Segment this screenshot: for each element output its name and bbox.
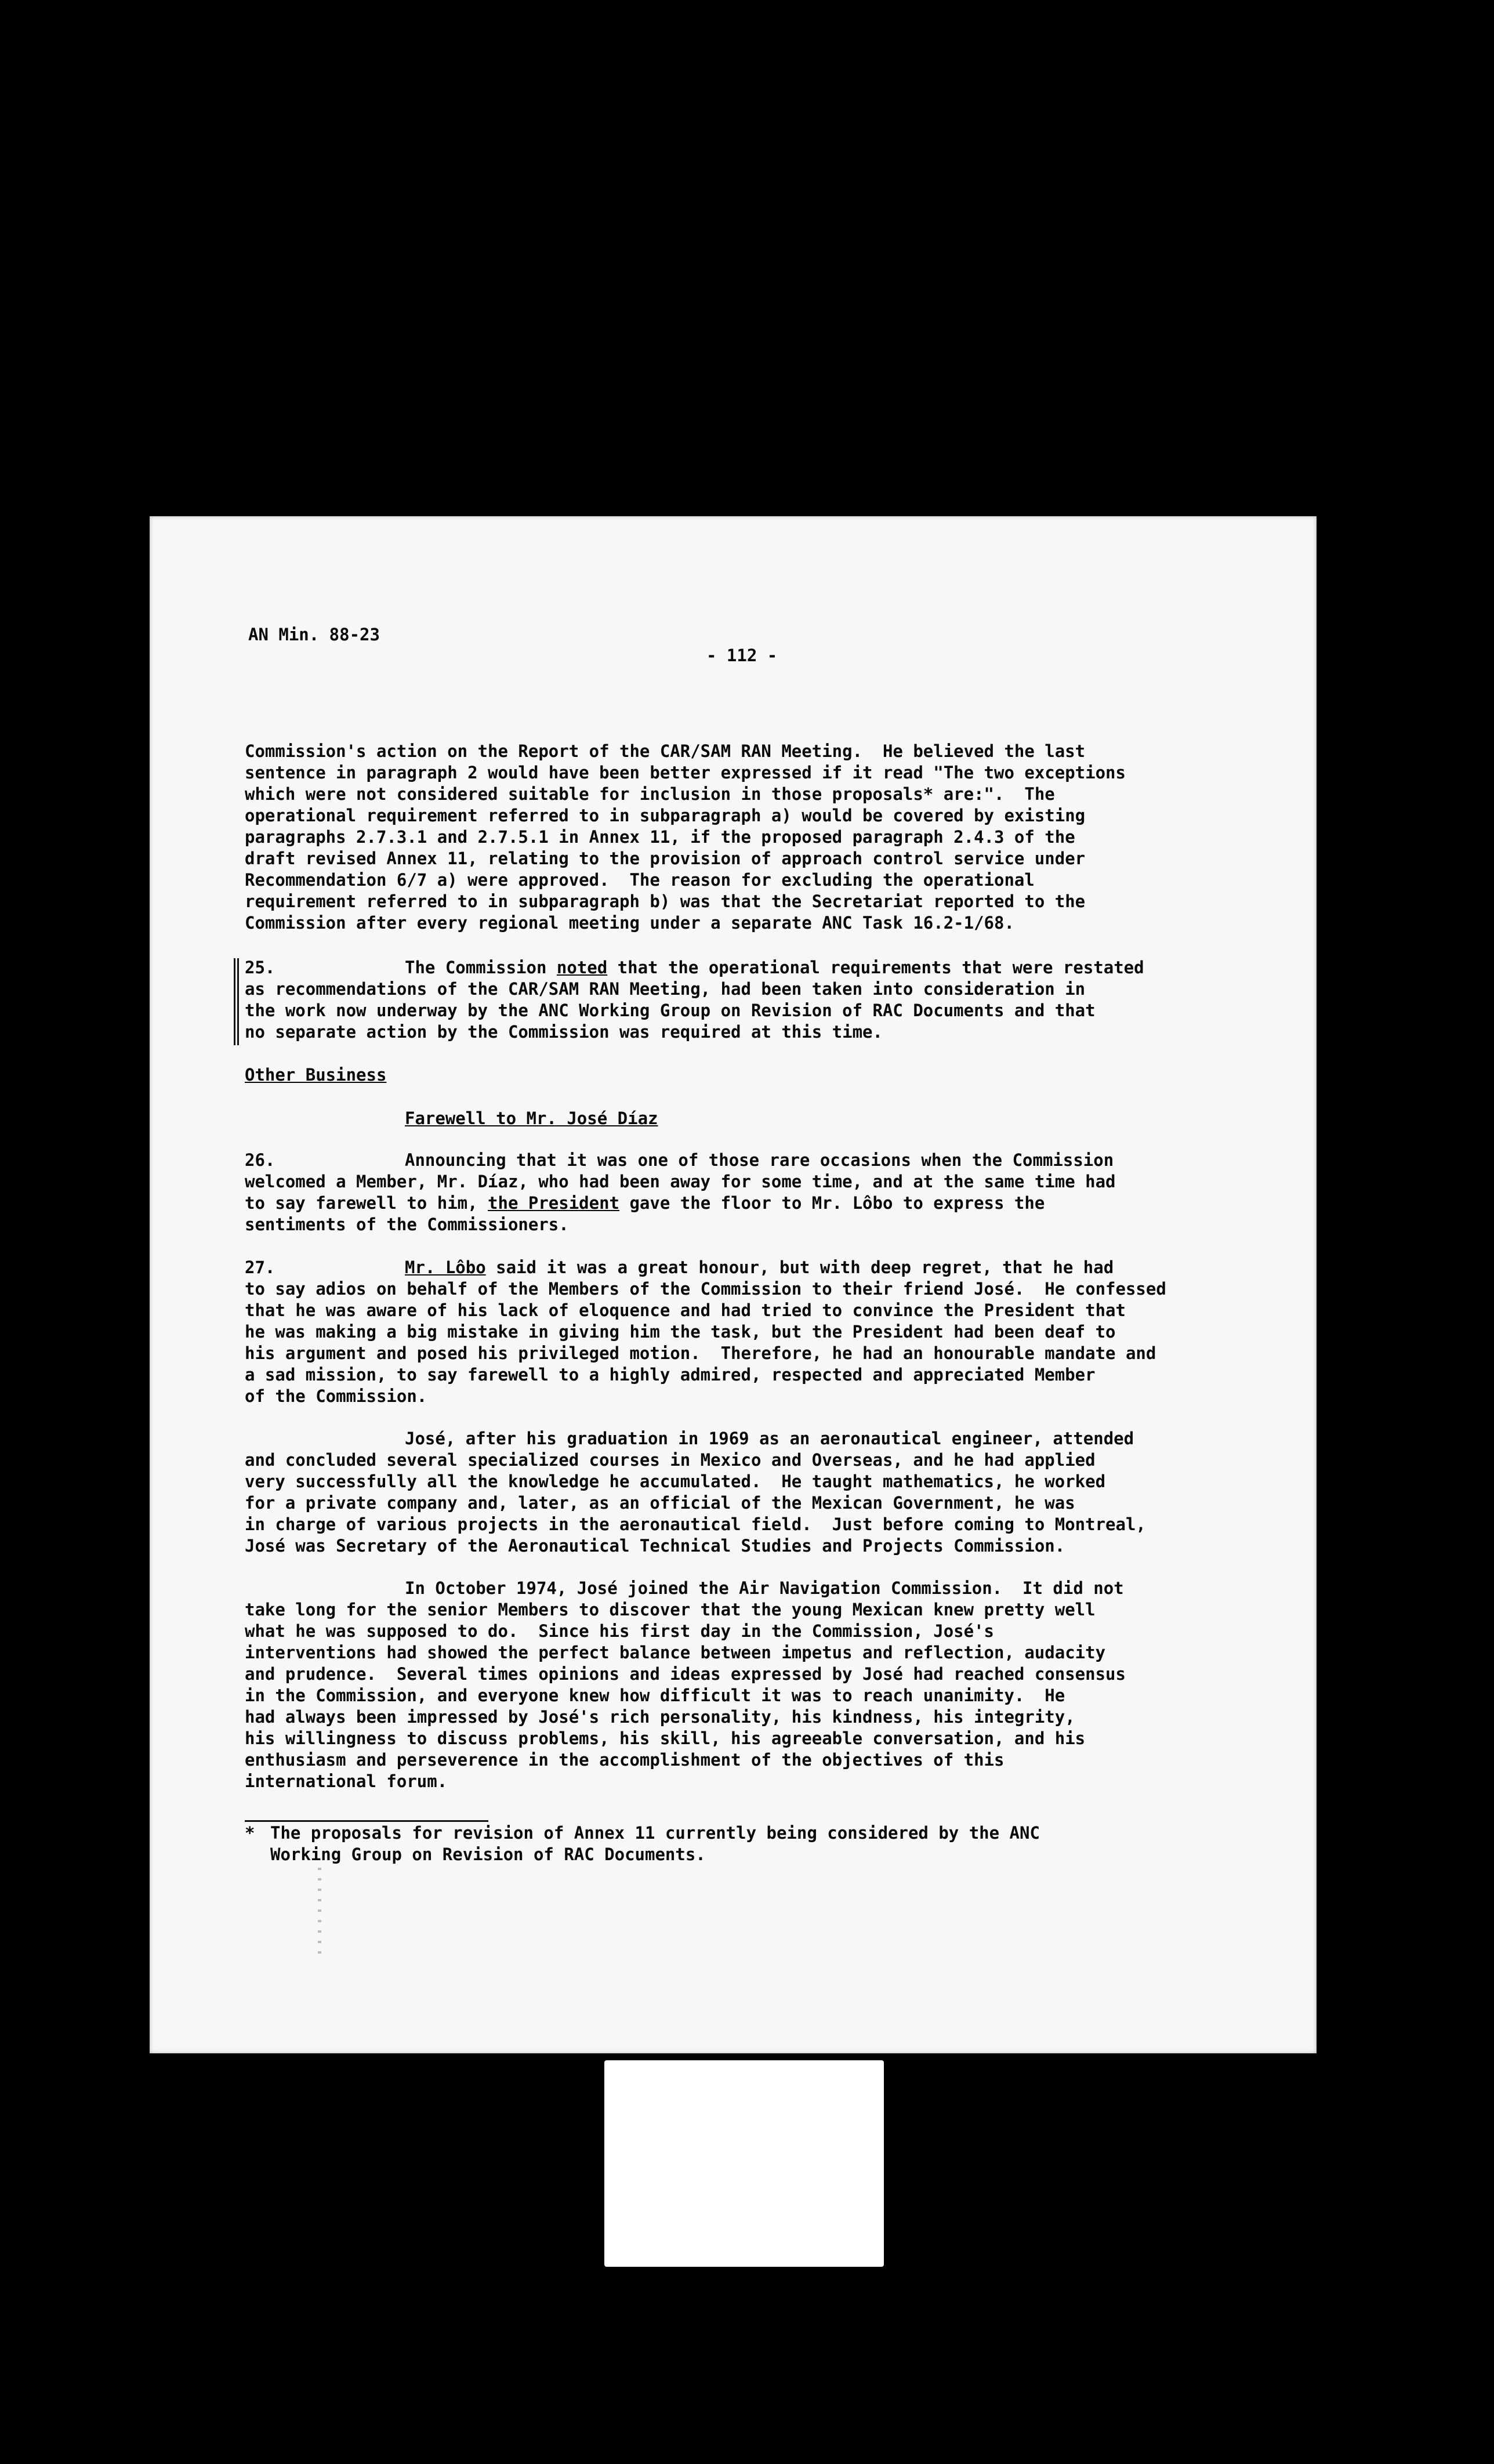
text-line: a sad mission, to say farewell to a highly admired, respected and appreciated Member [245,1365,1096,1385]
text-line: international forum. [245,1771,448,1791]
paragraph-26 [245,1150,1265,1235]
revision-bar [237,958,239,1045]
intro-paragraph [245,741,1265,934]
document-reference: AN Min. 88-23 [248,625,380,644]
president-emphasis: the President [488,1193,620,1213]
speaker-name: Mr. Lôbo [405,1258,486,1277]
text-line: requirement referred to in subparagraph b) was that the Secretariat reported to the [245,892,1086,911]
text-line: as recommendations of the CAR/SAM RAN Meeting, had been taken into consideration in [245,979,1086,999]
text-line: Working Group on Revision of RAC Documents. [270,1845,706,1864]
text-line: no separate action by the Commission was required at this time. [245,1022,883,1042]
footnote [245,1822,1265,1865]
text-line: in the Commission, and everyone knew how difficult it was to reach unanimity. He [245,1686,1065,1705]
text-line: that he was aware of his lack of eloquence and had tried to convince the President that [245,1300,1126,1320]
text-line: to say adios on behalf of the Members of the Commission to their friend José. He confessed [245,1279,1166,1299]
subsection-heading: Farewell to Mr. José Díaz [405,1108,658,1128]
text-line: to say farewell to him, the President gave the floor to Mr. Lôbo to express the [245,1193,1045,1213]
text-line: take long for the senior Members to discover that the young Mexican knew pretty well [245,1600,1096,1619]
text-line: 25. The Commission noted that the operational requirements that were restated [245,958,1144,977]
text-line: Recommendation 6/7 a) were approved. The reason for excluding the operational [245,870,1035,890]
paragraph-number: 25. [245,958,275,977]
text-line: interventions had showed the perfect balance between impetus and reflection, audacity [245,1643,1106,1662]
document-page [150,516,1317,2053]
paragraph-25 [245,957,1265,1043]
section-heading: Other Business [245,1065,387,1085]
text-line: 27. Mr. Lôbo said it was a great honour, but with deep regret, that he had [245,1258,1114,1277]
revision-bar [234,958,235,1045]
text-line: 26. Announcing that it was one of those rare occasions when the Commission [245,1150,1114,1170]
paragraph-jose-biography [245,1428,1265,1557]
text-line: very successfully all the knowledge he accumulated. He taught mathematics, he worked [245,1472,1106,1491]
text-line: sentiments of the Commissioners. [245,1215,569,1234]
page-number: - 112 - [706,646,778,665]
text-line: his argument and posed his privileged motion. Therefore, he had an honourable mandate and [245,1343,1156,1363]
scan-artifact [318,1868,321,1961]
text-line: Commission after every regional meeting under a separate ANC Task 16.2-1/68. [245,913,1014,933]
text-line: and concluded several specialized courses in Mexico and Overseas, and he had applied [245,1450,1096,1470]
text-line: draft revised Annex 11, relating to the provision of approach control service under [245,849,1086,868]
text-line: welcomed a Member, Mr. Díaz, who had been away for some time, and at the same time had [245,1172,1116,1191]
paragraph-number: 27. [245,1258,275,1277]
text-line: what he was supposed to do. Since his first day in the Commission, José's [245,1621,995,1641]
text-line: the work now underway by the ANC Working Group on Revision of RAC Documents and that [245,1001,1096,1020]
text-line: paragraphs 2.7.3.1 and 2.7.5.1 in Annex 11, if the proposed paragraph 2.4.3 of the [245,827,1075,847]
paragraph-27 [245,1257,1265,1407]
text-line: In October 1974, José joined the Air Navigation Commission. It did not [405,1578,1124,1598]
text-line: enthusiasm and perseverence in the accomplishment of the objectives of this [245,1750,1005,1770]
text-line: sentence in paragraph 2 would have been better expressed if it read "The two exceptions [245,763,1126,782]
text-line: his willingness to discuss problems, his skill, his agreeable conversation, and his [245,1729,1086,1748]
text-line: José, after his graduation in 1969 as an aeronautical engineer, attended [405,1429,1134,1448]
text-line: operational requirement referred to in subparagraph a) would be covered by existing [245,806,1086,825]
text-line: of the Commission. [245,1386,427,1406]
text-line: and prudence. Several times opinions and ideas expressed by José had reached consensus [245,1664,1126,1684]
footnote-marker: * [245,1823,255,1843]
text-line: for a private company and, later, as an official of the Mexican Government, he was [245,1493,1075,1513]
blank-slip [604,2060,884,2267]
footnote-rule [245,1820,488,1822]
paragraph-october-1974 [245,1578,1265,1792]
paragraph-number: 26. [245,1150,275,1170]
text-line: which were not considered suitable for inclusion in those proposals* are:". The [245,784,1055,804]
text-line: * The proposals for revision of Annex 11 currently being considered by the ANC [245,1823,1040,1843]
text-line: he was making a big mistake in giving him the task, but the President had been deaf to [245,1322,1116,1342]
text-line: Commission's action on the Report of the CAR/SAM RAN Meeting. He believed the last [245,741,1086,761]
text-line: had always been impressed by José's rich personality, his kindness, his integrity, [245,1707,1075,1727]
noted-emphasis: noted [556,958,608,977]
text-line: José was Secretary of the Aeronautical Technical Studies and Projects Commission. [245,1536,1065,1556]
text-line: in charge of various projects in the aeronautical field. Just before coming to Montreal, [245,1514,1146,1534]
